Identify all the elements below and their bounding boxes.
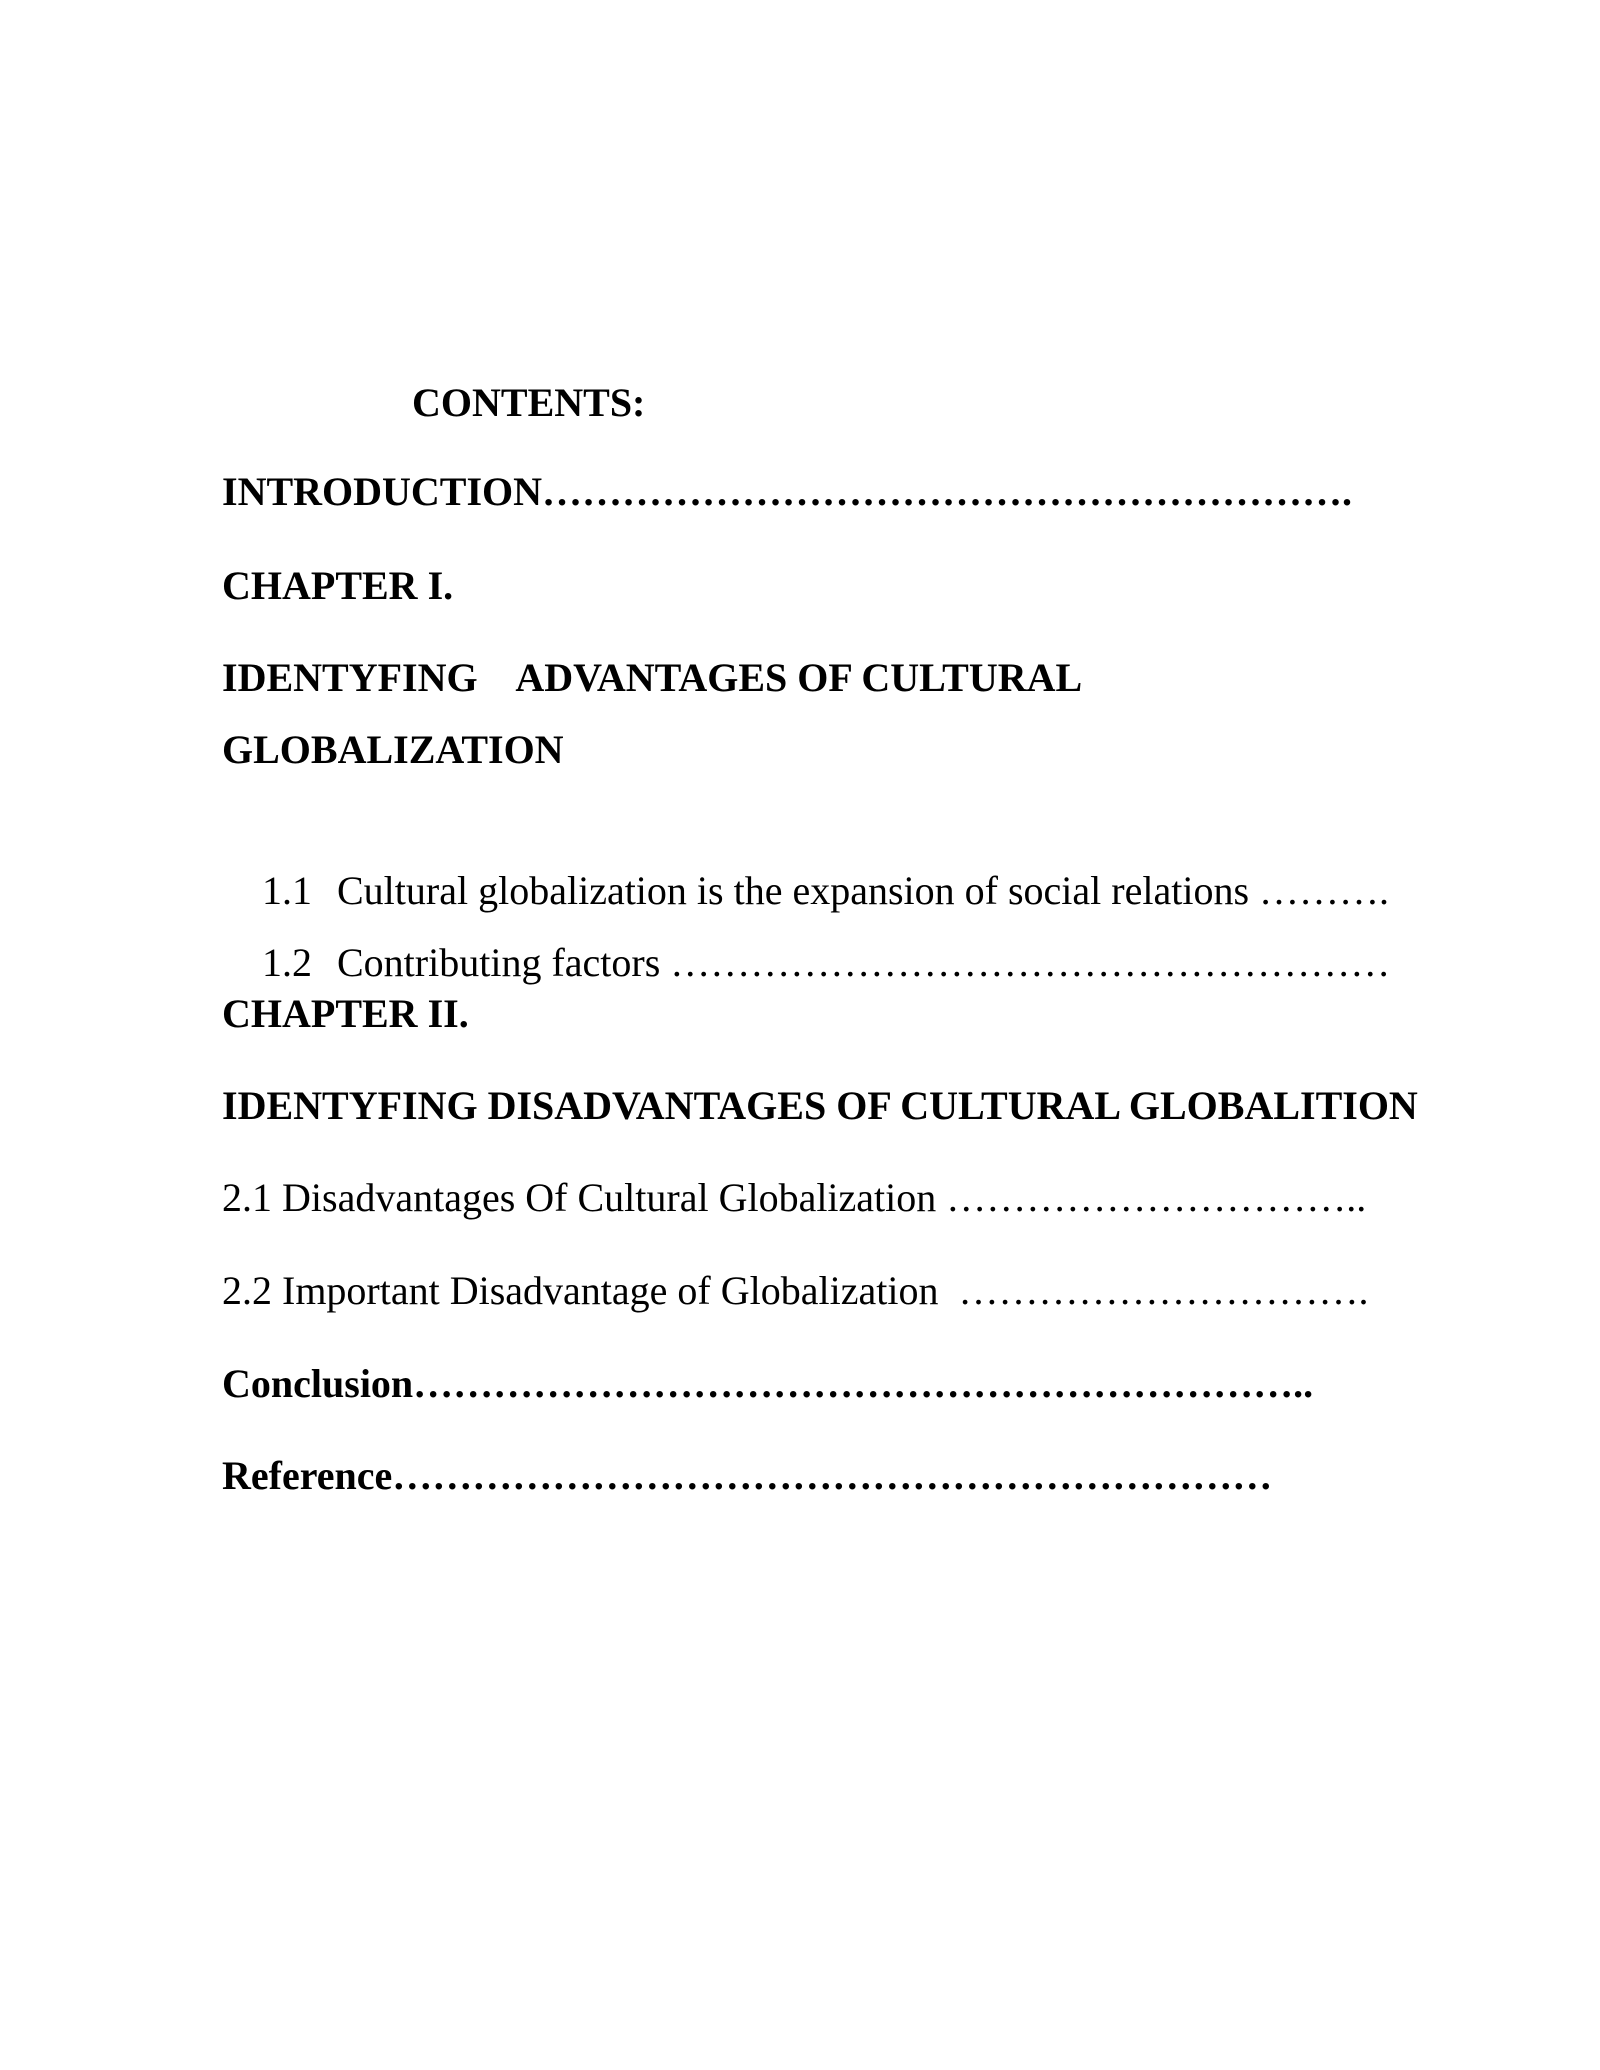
chapter-2-heading: IDENTYFING DISADVANTAGES OF CULTURAL GLOBALITION xyxy=(222,1083,1418,1128)
chapter-2-label: CHAPTER II. xyxy=(222,991,469,1036)
toc-item-number: 1.2 xyxy=(262,940,312,985)
chapter-1-heading-line-1: IDENTYFING ADVANTAGES OF CULTURAL xyxy=(222,655,1083,700)
toc-introduction: INTRODUCTION……………………………………………………. xyxy=(222,469,1353,514)
chapter-1-heading-line-2: GLOBALIZATION xyxy=(222,727,564,772)
toc-item-2-1: 2.1 Disadvantages Of Cultural Globalization ………………………….. xyxy=(222,1175,1367,1220)
toc-reference: Reference………………………………………………………… xyxy=(222,1453,1273,1498)
toc-item-number: 1.1 xyxy=(262,868,312,913)
toc-item-text: Contributing factors ……………………………………………… xyxy=(337,940,1391,985)
chapter-1-label: CHAPTER I. xyxy=(222,563,454,608)
contents-title: CONTENTS: xyxy=(412,380,646,425)
toc-conclusion: Conclusion………………………………………………………….. xyxy=(222,1361,1314,1406)
toc-item-text: Cultural globalization is the expansion of social relations ………. xyxy=(337,868,1390,913)
toc-item-2-2: 2.2 Important Disadvantage of Globalization …………………………. xyxy=(222,1268,1369,1313)
